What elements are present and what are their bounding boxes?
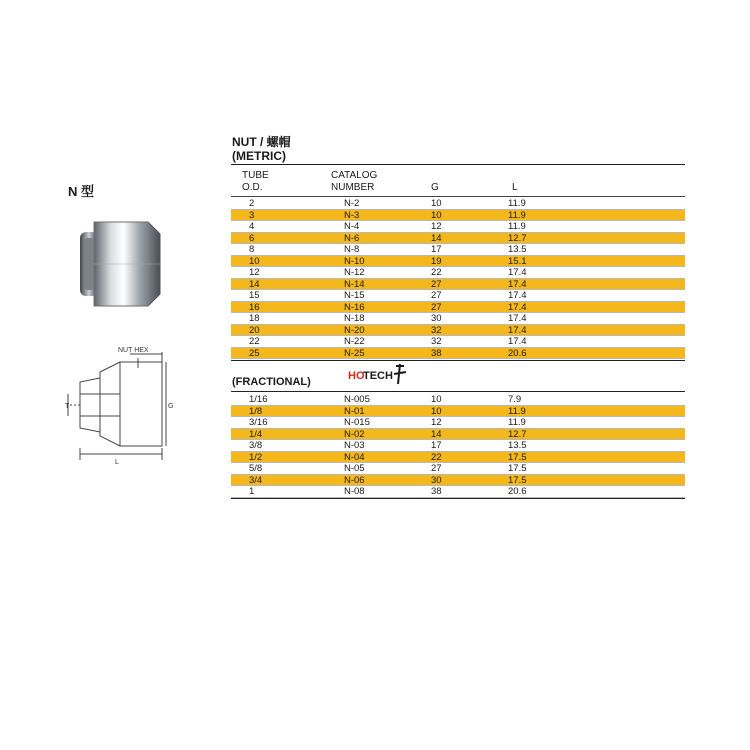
catalog-cell: N-8 [344,244,360,255]
tube-cell: 1/16 [249,394,268,405]
l-cell: 20.6 [508,486,527,497]
l-cell: 17.4 [508,267,527,278]
l-cell: 11.9 [508,198,526,209]
l-dimension-label: L [115,459,119,466]
g-cell: 17 [431,244,442,255]
catalog-cell: N-25 [344,347,365,359]
l-cell: 12.7 [508,428,527,440]
g-cell: 27 [431,301,442,313]
table-row [231,302,685,314]
g-cell: 32 [431,324,442,336]
logo-text-ho: HO [348,370,365,382]
g-cell: 14 [431,428,442,440]
table-row [231,221,685,233]
top-rule [231,164,685,165]
tube-cell: 10 [249,255,260,267]
tube-cell: 25 [249,347,260,359]
g-cell: 19 [431,255,442,267]
logo-mark-icon [394,364,406,384]
g-cell: 12 [431,417,442,428]
l-cell: 11.9 [508,405,526,417]
l-cell: 13.5 [508,440,527,451]
g-cell: 14 [431,232,442,244]
catalog-cell: N-04 [344,451,365,463]
table-row [231,325,685,337]
catalog-cell: N-20 [344,324,365,336]
g-cell: 10 [431,198,442,209]
g-cell: 27 [431,278,442,290]
g-cell: 12 [431,221,442,232]
tube-cell: 3/4 [249,474,263,486]
catalog-cell: N-08 [344,486,365,497]
table-row [231,348,685,360]
table-row [231,486,685,498]
table-row [231,475,685,487]
tube-cell: 5/8 [249,463,263,474]
g-dimension-label: G [168,403,174,410]
g-cell: 22 [431,267,442,278]
table-row [231,279,685,291]
table-row [231,452,685,464]
catalog-cell: N-02 [344,428,365,440]
table-row [231,198,685,210]
g-cell: 17 [431,440,442,451]
table-row [231,440,685,452]
table-row [231,417,685,429]
l-cell: 17.5 [508,474,527,486]
table-row [231,394,685,406]
tube-cell: 14 [249,278,260,290]
header-od: O.D. [242,182,263,193]
g-cell: 30 [431,313,442,324]
metric-title: (METRIC) [232,149,286,163]
tube-cell: 18 [249,313,260,324]
t-dimension-label: T [65,403,70,410]
table-row [231,406,685,418]
catalog-cell: N-18 [344,313,365,324]
tube-cell: 3/8 [249,440,263,451]
table-row [231,429,685,441]
header-l: L [512,182,518,193]
g-cell: 27 [431,463,442,474]
product-type-label: N 型 [68,184,95,199]
fractional-title: (FRACTIONAL) [232,376,311,388]
fractional-bottom-rule [231,498,685,499]
header-rule [231,196,685,197]
tube-cell: 4 [249,221,255,232]
catalog-cell: N-06 [344,474,365,486]
header-catalog: CATALOG [331,170,378,181]
l-cell: 17.4 [508,336,527,347]
logo-text-tech: TECH [363,370,393,382]
table-row [231,256,685,268]
l-cell: 11.9 [508,417,526,428]
tube-cell: 3 [249,209,255,221]
g-cell: 10 [431,405,442,417]
tube-cell: 1 [249,486,255,497]
g-cell: 22 [431,451,442,463]
l-cell: 11.9 [508,209,526,221]
table-row [231,336,685,348]
l-cell: 17.4 [508,324,527,336]
l-cell: 12.7 [508,232,527,244]
section-title: NUT / 螺帽 [232,135,291,149]
table-row [231,244,685,256]
tube-cell: 6 [249,232,255,244]
tube-cell: 8 [249,244,255,255]
l-cell: 17.4 [508,278,527,290]
fractional-top-rule [231,391,685,392]
tube-cell: 1/4 [249,428,263,440]
nut-photo [78,214,162,314]
catalog-cell: N-3 [344,209,360,221]
table-row [231,267,685,279]
catalog-cell: N-2 [344,198,360,209]
header-tube: TUBE [242,170,269,181]
catalog-cell: N-15 [344,290,365,301]
g-cell: 10 [431,394,442,405]
g-cell: 27 [431,290,442,301]
tube-cell: 16 [249,301,260,313]
table-row [231,463,685,475]
header-g: G [431,182,439,193]
l-cell: 17.4 [508,290,527,301]
catalog-cell: N-14 [344,278,365,290]
g-cell: 38 [431,347,442,359]
l-cell: 17.4 [508,301,527,313]
metric-bottom-rule [231,360,685,361]
l-cell: 20.6 [508,347,527,359]
g-cell: 32 [431,336,442,347]
tube-cell: 1/2 [249,451,263,463]
header-number: NUMBER [331,182,375,193]
l-cell: 17.5 [508,451,527,463]
catalog-cell: N-4 [344,221,360,232]
l-cell: 17.5 [508,463,527,474]
table-row [231,210,685,222]
nut-technical-drawing [60,342,180,472]
tube-cell: 2 [249,198,255,209]
catalog-cell: N-015 [344,417,370,428]
l-cell: 17.4 [508,313,527,324]
catalog-cell: N-16 [344,301,365,313]
catalog-cell: N-6 [344,232,360,244]
catalog-cell: N-12 [344,267,365,278]
tube-cell: 3/16 [249,417,268,428]
hotech-logo [348,362,408,386]
catalog-cell: N-10 [344,255,365,267]
table-row [231,290,685,302]
tube-cell: 12 [249,267,260,278]
g-cell: 38 [431,486,442,497]
nut-hex-label: NUT HEX [118,347,149,354]
l-cell: 11.9 [508,221,526,232]
l-cell: 7.9 [508,394,522,405]
fractional-table [231,394,685,498]
catalog-cell: N-01 [344,405,365,417]
g-cell: 10 [431,209,442,221]
tube-cell: 22 [249,336,260,347]
table-row [231,313,685,325]
catalog-cell: N-05 [344,463,365,474]
l-cell: 15.1 [508,255,527,267]
tube-cell: 15 [249,290,260,301]
tube-cell: 1/8 [249,405,263,417]
tube-cell: 20 [249,324,260,336]
catalog-cell: N-03 [344,440,365,451]
table-row [231,233,685,245]
l-cell: 13.5 [508,244,527,255]
catalog-cell: N-005 [344,394,370,405]
g-cell: 30 [431,474,442,486]
metric-table [231,198,685,359]
catalog-cell: N-22 [344,336,365,347]
